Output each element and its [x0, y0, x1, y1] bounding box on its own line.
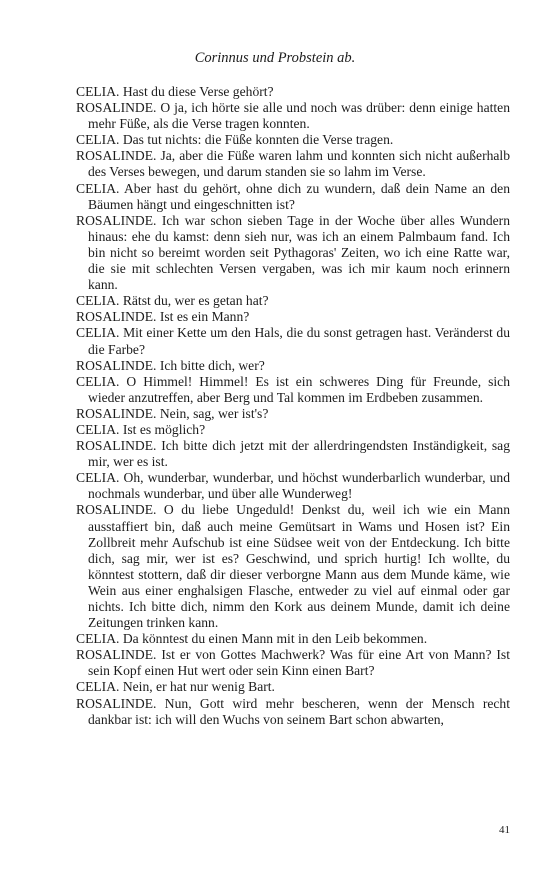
speech-text: Nun, Gott wird mehr bescheren, wenn der Mensch recht dankbar ist: ich will den Wuchs von seinem Bart schon abwarten,	[88, 695, 510, 727]
speech-paragraph	[76, 325, 510, 357]
speech-text: O Himmel! Himmel! Es ist ein schweres Ding für Freunde, sich wieder anzutreffen, aber Berg und Tal kommen im Erdbeben zusammen.	[88, 373, 511, 405]
speaker-name: ROSALINDE.	[76, 438, 157, 454]
speaker-name: ROSALINDE.	[76, 148, 157, 164]
speaker-name: CELIA.	[76, 373, 120, 389]
speech-text: Ich bitte dich jetzt mit der allerdringendsten Inständigkeit, sag mir, wer es ist.	[88, 438, 510, 470]
speech-text: Da könntest du einen Mann mit in den Leib bekommen.	[122, 631, 428, 647]
speech-paragraph	[76, 470, 510, 502]
speech-paragraph	[76, 647, 510, 679]
speaker-name: ROSALINDE.	[76, 309, 157, 325]
speech-text: O ja, ich hörte sie alle und noch was drüber: denn einige hatten mehr Füße, als die Verse tragen konnten.	[88, 100, 510, 132]
speech-paragraph	[76, 148, 510, 180]
speech-paragraph	[76, 309, 510, 325]
speaker-name: CELIA.	[76, 325, 120, 341]
speech-text: Ich war schon sieben Tage in der Woche über alles Wundern hinaus: ehe du kamst: denn sieh nur, was ich an einem Palmbaum fand. Ich bin nicht so bereimt worden seit Pythagoras' Zeiten, wo ich eine Ratte war, die sie mit schlechten Versen vergaben, was ich mir kaum noch erinnern kann.	[88, 212, 510, 293]
speech-text: Ist es möglich?	[122, 421, 206, 437]
speech-text: Ja, aber die Füße waren lahm und konnten sich nicht außerhalb des Verses bewegen, und darum standen sie so lahm im Verse.	[88, 148, 510, 180]
speech-text: Oh, wunderbar, wunderbar, und höchst wunderbarlich wunderbar, und nochmals wunderbar, und über alle Wunderweg!	[88, 470, 510, 502]
speech-paragraph	[76, 438, 510, 470]
stage-direction: Corinnus und Probstein ab.	[194, 50, 356, 66]
speech-paragraph	[76, 502, 510, 631]
speech-text: Ist er von Gottes Machwerk? Was für eine Art von Mann? Ist sein Kopf einen Hut wert oder sein Kinn einen Bart?	[88, 647, 510, 679]
speaker-name: CELIA.	[76, 631, 120, 647]
speaker-name: CELIA.	[76, 421, 120, 437]
speech-text: Rätst du, wer es getan hat?	[122, 293, 269, 309]
speech-paragraph	[76, 422, 510, 438]
speech-paragraph	[76, 679, 510, 695]
speech-text: Ist es ein Mann?	[159, 309, 250, 325]
speaker-name: ROSALINDE.	[76, 695, 157, 711]
speech-paragraph	[76, 358, 510, 374]
speech-paragraph	[76, 181, 510, 213]
speaker-name: ROSALINDE.	[76, 357, 157, 373]
speech-text: Nein, sag, wer ist's?	[159, 405, 269, 421]
speaker-name: CELIA.	[76, 180, 120, 196]
page-number: 41	[499, 824, 510, 836]
speaker-name: CELIA.	[76, 679, 120, 695]
speaker-name: ROSALINDE.	[76, 100, 157, 116]
speaker-name: ROSALINDE.	[76, 212, 157, 228]
speech-paragraph	[76, 293, 510, 309]
speech-text: Das tut nichts: die Füße konnten die Verse tragen.	[122, 132, 394, 148]
speech-text: Nein, er hat nur wenig Bart.	[122, 679, 275, 695]
speech-text: O du liebe Ungeduld! Denkst du, weil ich wie ein Mann ausstaffiert bin, daß auch meine Gemütsart in Wams und Hosen ist? Ein Zollbreit mehr Aufschub ist eine Südsee weit von der Entdeckung. Ich bitte dich, sag mir, wer ist es? Geschwind, und sprich hurtig! Ich wollte, du könntest stottern, daß dir dieser verborgne Mann aus dem Munde käme, wie Wein aus einer enghalsigen Flasche, entweder zu viel auf einmal oder gar nichts. Ich bitte dich, nimm den Kork aus deinem Munde, damit ich deine Zeitungen trinken kann.	[88, 502, 510, 631]
speaker-name: CELIA.	[76, 132, 120, 148]
speaker-name: ROSALINDE.	[76, 405, 157, 421]
speech-text: Mit einer Kette um den Hals, die du sonst getragen hast. Veränderst du die Farbe?	[88, 325, 510, 357]
speech-paragraph	[76, 100, 510, 132]
speech-text: Aber hast du gehört, ohne dich zu wundern, daß dein Name an den Bäumen hängt und eingeschnitten ist?	[88, 180, 510, 212]
speaker-name: CELIA.	[76, 293, 120, 309]
speaker-name: CELIA.	[76, 470, 120, 486]
speech-text: Hast du diese Verse gehört?	[122, 84, 274, 99]
dialogue-text	[76, 84, 510, 728]
speech-paragraph	[76, 213, 510, 293]
speaker-name: CELIA.	[76, 84, 120, 99]
speech-text: Ich bitte dich, wer?	[159, 357, 265, 373]
speech-paragraph	[76, 374, 510, 406]
speaker-name: ROSALINDE.	[76, 502, 157, 518]
speaker-name: ROSALINDE.	[76, 647, 157, 663]
speech-paragraph	[76, 631, 510, 647]
speech-paragraph	[76, 84, 510, 100]
speech-paragraph	[76, 132, 510, 148]
speech-paragraph	[76, 696, 510, 728]
speech-paragraph	[76, 406, 510, 422]
